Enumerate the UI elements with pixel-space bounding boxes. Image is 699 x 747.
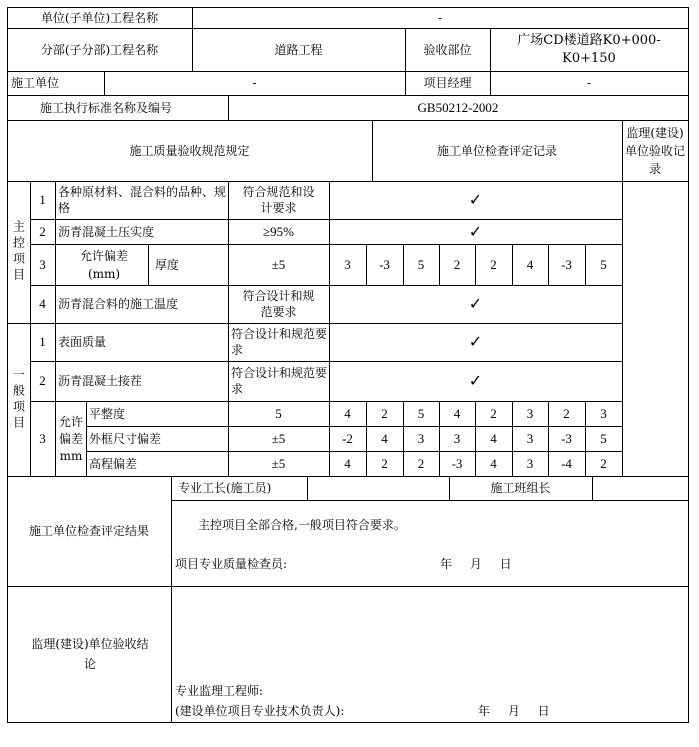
measurement-cell: 4 [526, 256, 534, 272]
measurement-cell: 4 [381, 430, 388, 446]
measurement-cell: 3 [600, 405, 607, 421]
main-control-group-label: 主控项目 [11, 220, 26, 284]
standard-value: GB50212-2002 [417, 99, 499, 115]
unit-project-value: - [437, 10, 443, 25]
measurement-cell: 2 [381, 405, 388, 421]
measurement-cell: -3 [561, 256, 572, 272]
measurement-cell: 5 [417, 405, 425, 421]
deviation-item-name: 平整度 [89, 406, 126, 421]
item-sub-name: 厚度 [155, 257, 180, 272]
quality-inspector-label: 项目专业质量检查员: [175, 557, 288, 571]
measurement-cell: 3 [526, 455, 534, 471]
contractor-label: 施工单位 [11, 76, 60, 90]
measurement-cell: 3 [526, 430, 534, 446]
measurement-cell: 3 [526, 405, 534, 421]
item-name: 沥青混合料的施工温度 [58, 297, 179, 311]
measurement-cell: 5 [417, 256, 425, 272]
measurement-cell: 4 [344, 405, 351, 421]
supervisor-result-label: 监理(建设)单位验收结论 [31, 637, 149, 671]
measurement-cell: -4 [561, 455, 572, 471]
deviation-item-name: 高程偏差 [89, 456, 138, 471]
foreman-label: 专业工长(施工员) [178, 481, 272, 495]
deviation-item-name: 外框尺寸偏差 [89, 431, 162, 446]
measurement-cell: 2 [490, 256, 497, 272]
rule [592, 476, 593, 500]
supervising-engineer-label: 专业监理工程师: [175, 684, 264, 698]
spec-column-header: 施工质量验收规范规定 [129, 143, 250, 158]
item-requirement: 符合设计和规范要求 [231, 327, 328, 357]
item-number: 2 [39, 373, 46, 388]
rule [171, 476, 172, 722]
rule [622, 120, 623, 477]
rule [307, 476, 308, 500]
item-name: 表面质量 [58, 335, 107, 349]
contractor-result-label: 施工单位检查评定结果 [28, 524, 149, 538]
contractor-conclusion: 主控项目全部合格,一般项目符合要求。 [198, 518, 406, 532]
measurement-cell: 2 [417, 455, 425, 471]
measurement-cell: 2 [381, 455, 388, 471]
measurement-cell: 2 [563, 405, 570, 421]
rule [86, 401, 87, 476]
item-number: 2 [39, 223, 46, 239]
measurement-cell: 2 [453, 256, 461, 272]
item-name: 沥青混凝土接茬 [58, 374, 143, 388]
measurement-cell: -3 [451, 455, 463, 471]
measurement-cell: 4 [453, 405, 461, 421]
supervisor-date-label: 年 月 日 [478, 704, 550, 718]
measurement-cell: 2 [490, 405, 497, 421]
deviation-requirement: 5 [275, 405, 282, 421]
deviation-requirement: ±5 [271, 455, 286, 471]
measurement-cell: 3 [453, 430, 461, 446]
supervisor-record-column-header: 监理(建设)单位验收记录 [624, 125, 685, 176]
item-requirement: 符合规范和设计要求 [242, 185, 315, 215]
item-number: 1 [39, 192, 46, 207]
item-number: 4 [39, 296, 46, 311]
project-manager-label: 项目经理 [423, 76, 472, 90]
contractor-date-label: 年 月 日 [440, 557, 512, 571]
measurement-cell: -2 [342, 430, 353, 446]
item-number: 1 [39, 334, 46, 349]
item-name: 沥青混凝土压实度 [58, 224, 155, 239]
border-bottom [7, 722, 689, 723]
measurement-cell: 3 [344, 256, 351, 272]
item-number: 3 [39, 256, 46, 272]
rule [148, 244, 149, 285]
item-name: 允许偏差(mm) [79, 248, 128, 281]
check-mark: ✓ [468, 371, 483, 390]
check-mark: ✓ [468, 332, 483, 351]
measurement-cell: 4 [490, 430, 497, 446]
standard-label: 施工执行标准名称及编号 [40, 100, 173, 115]
unit-project-label: 单位(子单位)工程名称 [40, 10, 159, 25]
sub-project-value: 道路工程 [274, 42, 323, 57]
measurement-cell: -3 [561, 430, 572, 446]
sub-project-label: 分部(子分部)工程名称 [40, 42, 159, 57]
owner-technical-lead-label: (建设单位项目专业技术负责人): [175, 704, 345, 718]
deviation-label: 允许偏差mm [58, 414, 83, 463]
team-leader-label: 施工班组长 [490, 481, 551, 495]
measurement-cell: -3 [379, 256, 390, 272]
contractor-value: - [252, 76, 257, 90]
inspection-part-value: 广场CD楼道路K0+000-K0+150 [517, 33, 661, 66]
item-requirement: 符合设计和规范要求 [231, 366, 328, 396]
check-mark: ✓ [468, 294, 483, 313]
rule [171, 500, 689, 501]
general-group-label: 一般项目 [11, 367, 26, 432]
border-right [688, 7, 689, 723]
rule [55, 181, 56, 476]
measurement-cell: 4 [344, 455, 351, 471]
item-number: 3 [39, 430, 46, 446]
measurement-cell: 2 [600, 455, 607, 471]
measurement-cell: 5 [600, 256, 607, 272]
item-requirement: ≥95% [263, 223, 294, 239]
contractor-record-column-header: 施工单位检查评定记录 [436, 143, 557, 158]
check-mark: ✓ [468, 190, 483, 209]
inspection-part-label: 验收部位 [423, 42, 472, 57]
check-mark: ✓ [468, 221, 483, 241]
measurement-cell: 3 [417, 430, 425, 446]
deviation-requirement: ±5 [271, 430, 286, 446]
measurement-cell: 5 [600, 430, 607, 446]
item-requirement: ±5 [271, 256, 286, 272]
item-name: 各种原材料、混合料的品种、规格 [58, 185, 227, 215]
item-requirement: 符合设计和规范要求 [242, 289, 315, 319]
project-manager-value: - [586, 76, 592, 90]
measurement-cell: 4 [490, 455, 497, 471]
